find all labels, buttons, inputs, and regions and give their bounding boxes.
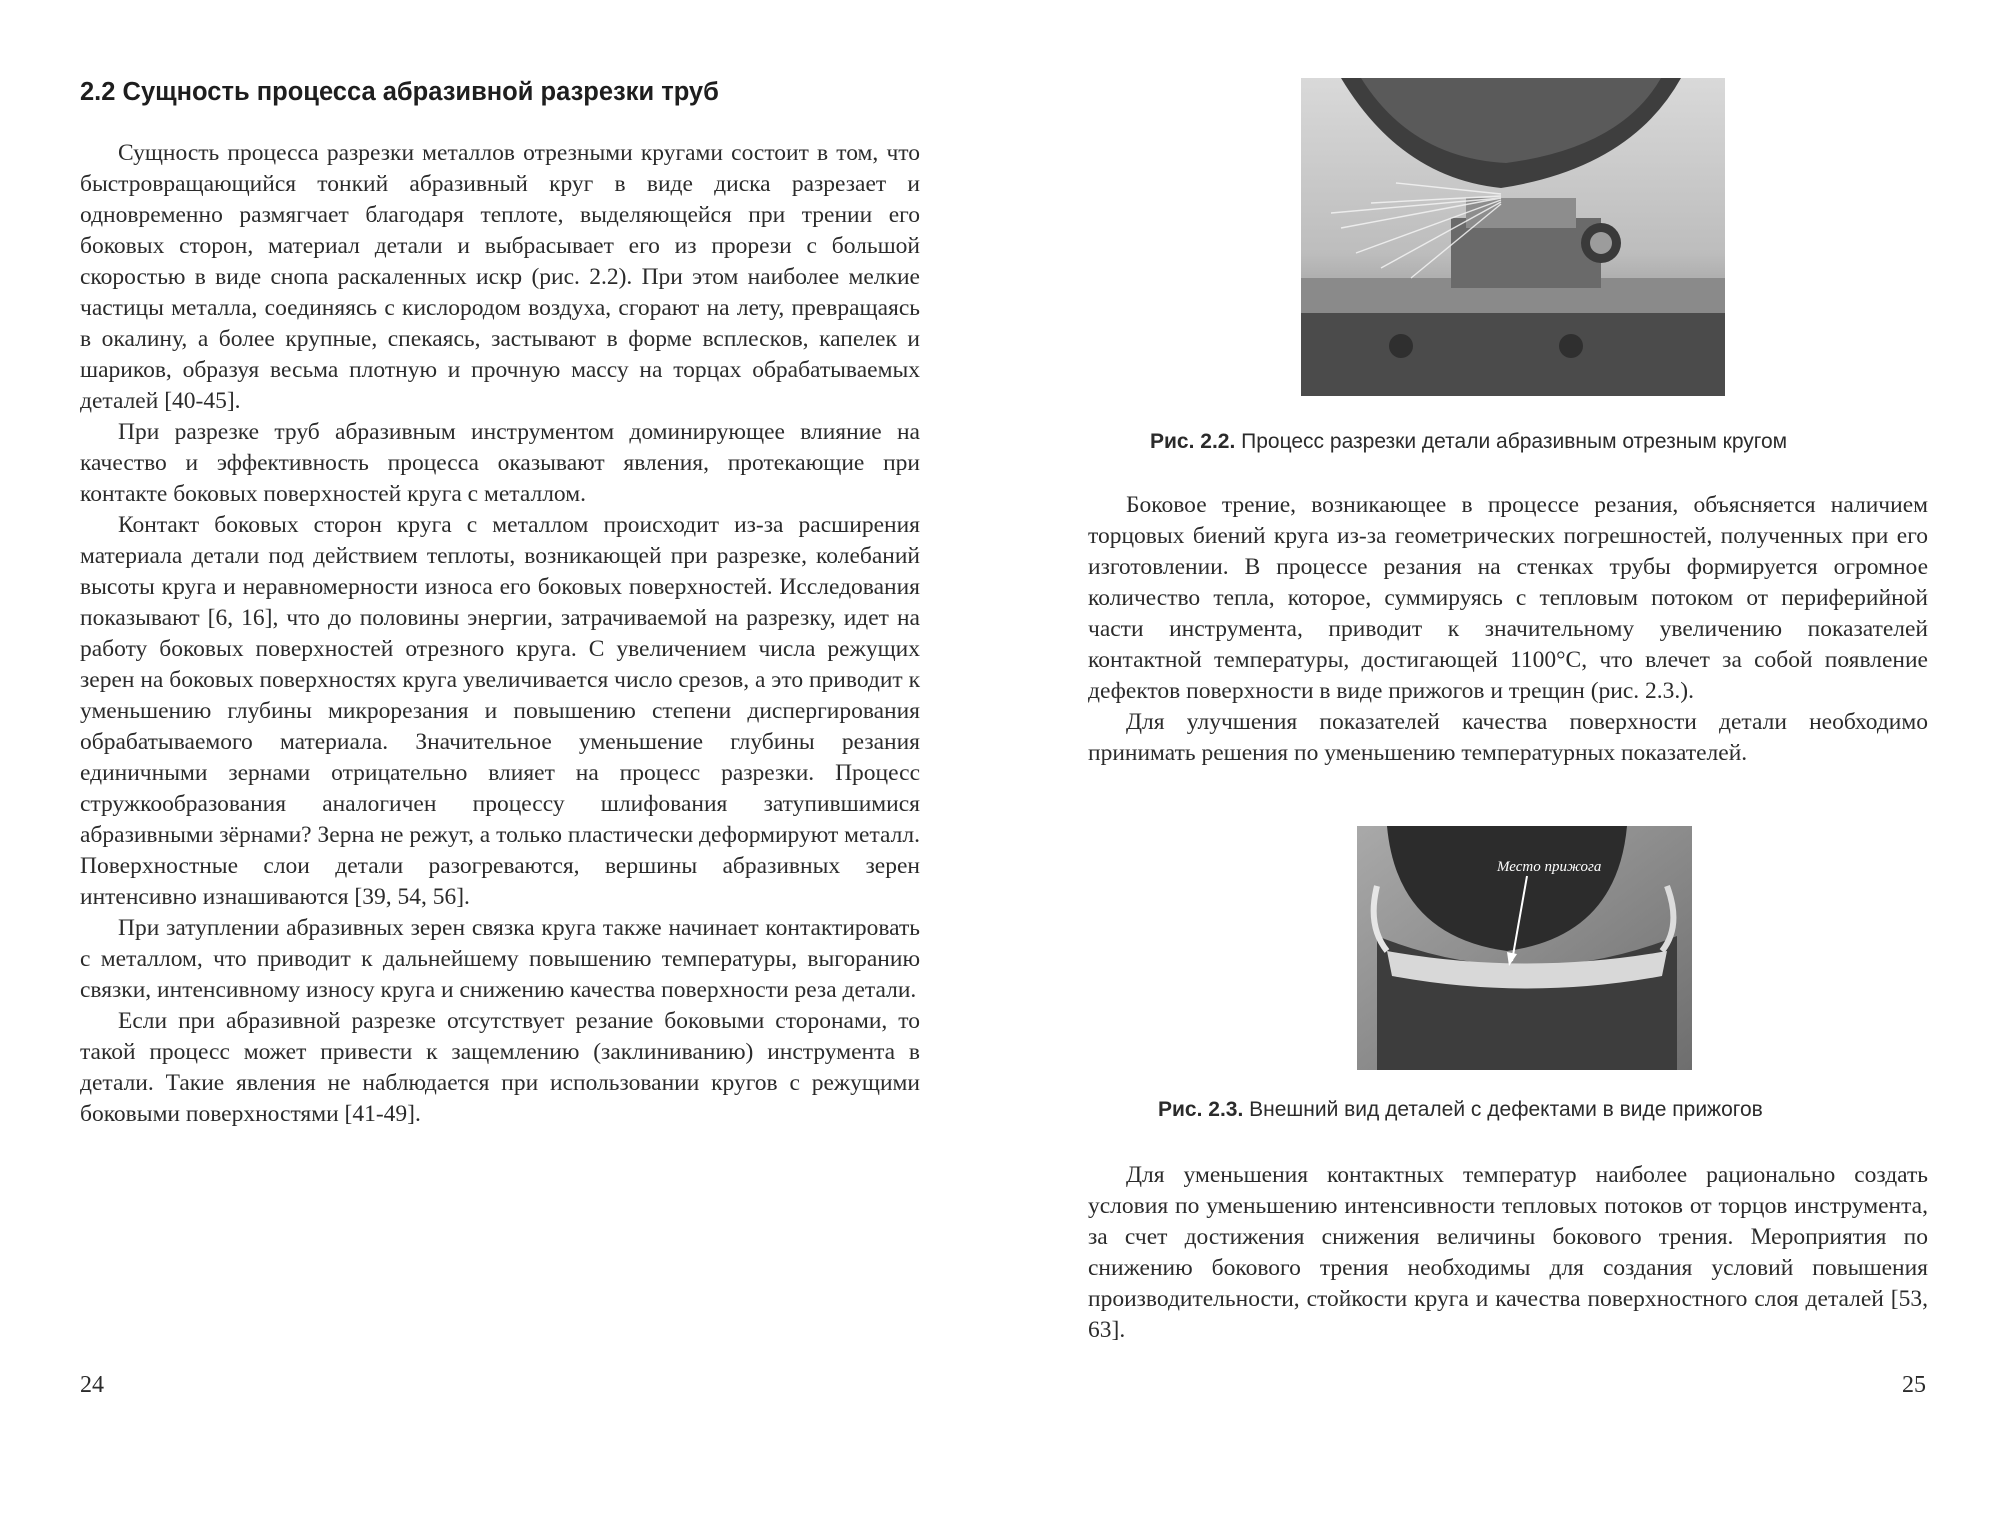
page-number-left: 24 [80, 1372, 104, 1398]
figure-2-3-caption [1158, 1098, 1763, 1122]
figure-burn-defect-photo [1357, 826, 1692, 1070]
section-heading: 2.2 Сущность процесса абразивной разрезки труб [80, 78, 719, 106]
cutting-machine-photo [1301, 78, 1725, 396]
left-page [0, 0, 980, 1514]
right-body-text-2 [1088, 1160, 1928, 1346]
figure-2-3-caption-text: Внешний вид деталей с дефектами в виде прижогов [1243, 1098, 1763, 1121]
figure-2-2-caption [1150, 430, 1787, 454]
paragraph: Для улучшения показателей качества поверхности детали необходимо принимать решения по уменьшению температурных показателей. [1088, 709, 1928, 766]
figure-2-2-caption-label: Рис. 2.2. [1150, 430, 1236, 453]
left-body-text [80, 138, 920, 1130]
paragraph: Сущность процесса разрезки металлов отрезными кругами состоит в том, что быстровращающийся тонкий абразивный круг в виде диска разрезает и одновременно размягчает благодаря теплоте, выделяющейся при трении его боковых сторон, материал детали и выбрасывает его из прорези с большой скоростью в виде снопа раскаленных искр (рис. 2.2). При этом наиболее мелкие частицы металла, соединяясь с кислородом воздуха, сгорают на лету, превращаясь в окалину, а более крупные, спекаясь, застывают в форме всплесков, капелек и шариков, образуя весьма плотную и прочную массу на торцах обрабатываемых деталей [40-45]. [80, 140, 920, 414]
figure-2-3-caption-label: Рис. 2.3. [1158, 1098, 1244, 1121]
right-page [1000, 0, 2000, 1514]
figure-cutting-process-photo [1301, 78, 1725, 396]
paragraph: При затуплении абразивных зерен связка круга также начинает контактировать с металлом, что приводит к дальнейшему повышению температуры, выгоранию связки, интенсивному износу круга и снижению качества поверхности реза детали. [80, 915, 920, 1003]
paragraph: Контакт боковых сторон круга с металлом происходит из-за расширения материала детали под действием теплоты, возникающей при разрезке, колебаний высоты круга и неравномерности износа его боковых поверхностей. Исследования показывают [6, 16], что до половины энергии, затрачиваемой на разрезку, идет на работу боковых поверхностей отрезного круга. С увеличением числа режущих зерен на боковых поверхностях круга увеличивается число срезов, а это приводит к уменьшению глубины микрорезания и повышению степени диспергирования обрабатываемого материала. Значительное уменьшение глубины резания единичными зернами отрицательно влияет на процесс разрезки. Процесс стружкообразования аналогичен процессу шлифования затупившимися абразивными зёрнами? Зерна не режут, а только пластически деформируют металл. Поверхностные слои детали разогреваются, вершины абразивных зерен интенсивно изнашиваются [39, 54, 56]. [80, 512, 920, 910]
burn-defect-photo [1357, 826, 1692, 1070]
paragraph: Боковое трение, возникающее в процессе резания, объясняется наличием торцовых биений круга из-за геометрических погрешностей, полученных при его изготовлении. В процессе резания на стенках трубы формируется огромное количество тепла, которое, суммируясь с тепловым потоком от периферийной части инструмента, приводит к значительному увеличению показателей контактной температуры, достигающей 1100°C, что влечет за собой появление дефектов поверхности в виде прижогов и трещин (рис. 2.3.). [1088, 492, 1928, 704]
right-body-text-1 [1088, 490, 1928, 769]
paragraph: Если при абразивной разрезке отсутствует резание боковыми сторонами, то такой процесс может привести к защемлению (заклиниванию) инструмента в детали. Такие явления не наблюдается при использовании кругов с режущими боковыми поверхностями [41-49]. [80, 1008, 920, 1127]
paragraph: Для уменьшения контактных температур наиболее рационально создать условия по уменьшению интенсивности тепловых потоков от торцов инструмента, за счет достижения снижения величины бокового трения. Мероприятия по снижению бокового трения необходимы для создания условий повышения производительности, стойкости круга и качества поверхностного слоя деталей [53, 63]. [1088, 1162, 1928, 1343]
burn-spot-annotation: Место прижога [1497, 859, 1602, 875]
figure-2-2-caption-text: Процесс разрезки детали абразивным отрезным кругом [1235, 430, 1788, 453]
page-number-right: 25 [1902, 1372, 1926, 1398]
paragraph: При разрезке труб абразивным инструментом доминирующее влияние на качество и эффективность процесса оказывают явления, протекающие при контакте боковых поверхностей круга с металлом. [80, 419, 920, 507]
